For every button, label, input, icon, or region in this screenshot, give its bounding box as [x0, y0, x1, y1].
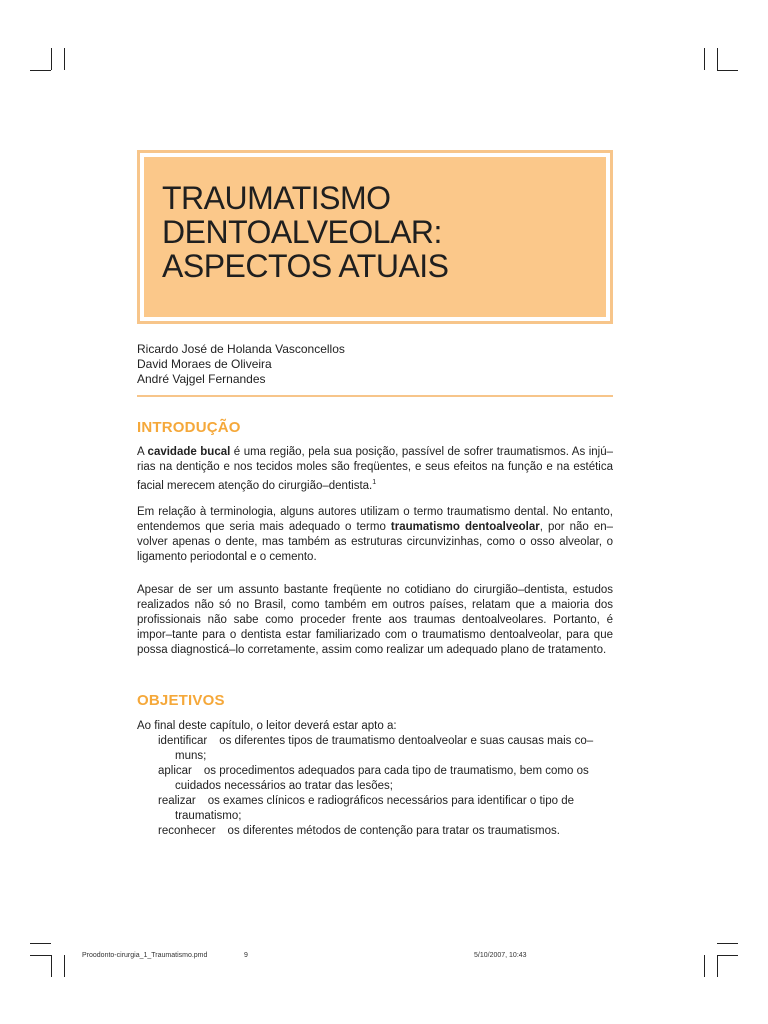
reference-marker: 1: [372, 479, 377, 486]
author-name: David Moraes de Oliveira: [137, 357, 272, 371]
objective-text-cont: cuidados necessários ao tratar das lesões;: [175, 780, 393, 792]
list-item: [137, 734, 613, 764]
crop-mark: [704, 955, 705, 977]
text-span: , por não en–volver apenas o dente, mas também as estruturas circunvizinhas, como o osso alveolar, o ligamento periodontal e o cemento.: [137, 521, 614, 563]
title-panel: [144, 157, 606, 317]
intro-paragraph-1: [137, 445, 613, 494]
crop-mark: [717, 48, 718, 70]
objective-verb: aplicar: [158, 765, 192, 777]
objective-text: os exames clínicos e radiográficos necessários para identificar o tipo de: [207, 795, 574, 807]
section-heading-objetivos: OBJETIVOS: [137, 692, 225, 709]
objective-verb: identificar: [158, 735, 208, 747]
footer-page-number: 9: [244, 952, 248, 959]
crop-mark: [717, 955, 738, 956]
section-heading-introducao: INTRODUÇÃO: [137, 419, 241, 436]
objectives-lead: Ao final deste capítulo, o leitor deverá estar apto a:: [137, 720, 397, 732]
footer-filename: Proodonto-cirurgia_1_Traumatismo.pmd: [82, 952, 208, 959]
list-item: [137, 794, 613, 824]
objective-text: os procedimentos adequados para cada tipo de traumatismo, bem como os: [203, 765, 589, 777]
bold-term: cavidade bucal: [147, 446, 231, 458]
objective-text-cont: muns;: [175, 750, 207, 762]
author-name: André Vajgel Fernandes: [137, 372, 266, 386]
objective-verb: realizar: [158, 795, 196, 807]
crop-mark: [51, 955, 52, 977]
list-item: [137, 764, 613, 794]
section-divider: [137, 395, 613, 397]
crop-mark: [30, 70, 51, 71]
crop-mark: [64, 48, 65, 70]
objective-text-cont: traumatismo;: [175, 810, 242, 822]
intro-paragraph-2: [137, 505, 613, 565]
list-item: [137, 824, 613, 839]
author-name: Ricardo José de Holanda Vasconcellos: [137, 342, 345, 356]
title-line-1: TRAUMATISMO: [162, 180, 391, 216]
objective-verb: reconhecer: [158, 825, 216, 837]
crop-mark: [30, 943, 51, 944]
objectives-list: [137, 719, 613, 839]
text-span: A: [137, 446, 148, 458]
objective-text: os diferentes tipos de traumatismo dentoalveolar e suas causas mais co–: [219, 735, 594, 747]
crop-mark: [704, 48, 705, 70]
author-list: [137, 342, 345, 387]
bold-term: traumatismo dentoalveolar: [390, 521, 540, 533]
title-line-2: DENTOALVEOLAR:: [162, 214, 442, 250]
crop-mark: [717, 70, 738, 71]
title-line-3: ASPECTOS ATUAIS: [162, 248, 449, 284]
text-span: é uma região, pela sua posição, passível de sofrer traumatismos. As injú–rias na dentição e nos tecidos moles são freqüentes, e seus efeitos na função e na estética facial merecem atenção do cirurgião–dentista.: [137, 446, 613, 492]
footer-datetime: 5/10/2007, 10:43: [474, 952, 527, 959]
intro-paragraph-3: Apesar de ser um assunto bastante freqüente no cotidiano do cirurgião–dentista, estudos realizados não só no Brasil, como também em outros países, relatam que a maioria dos profissionais não sabe como proceder frente aos traumas dentoalveolares. Portanto, é impor–tante para o dentista estar familiarizado com o traumatismo dentoalveolar, para que possa diagnosticá–lo corretamente, assim como realizar um adequado plano de tratamento.: [137, 584, 613, 656]
crop-mark: [51, 48, 52, 70]
text-span: Em relação à terminologia, alguns autores utilizam o termo traumatismo dental. No entanto, entendemos que seria mais adequado o termo: [137, 506, 613, 533]
crop-mark: [30, 955, 51, 956]
crop-mark: [717, 943, 738, 944]
objective-text: os diferentes métodos de contenção para tratar os traumatismos.: [227, 825, 560, 837]
crop-mark: [64, 955, 65, 977]
crop-mark: [717, 955, 718, 977]
title-box: [137, 150, 613, 324]
